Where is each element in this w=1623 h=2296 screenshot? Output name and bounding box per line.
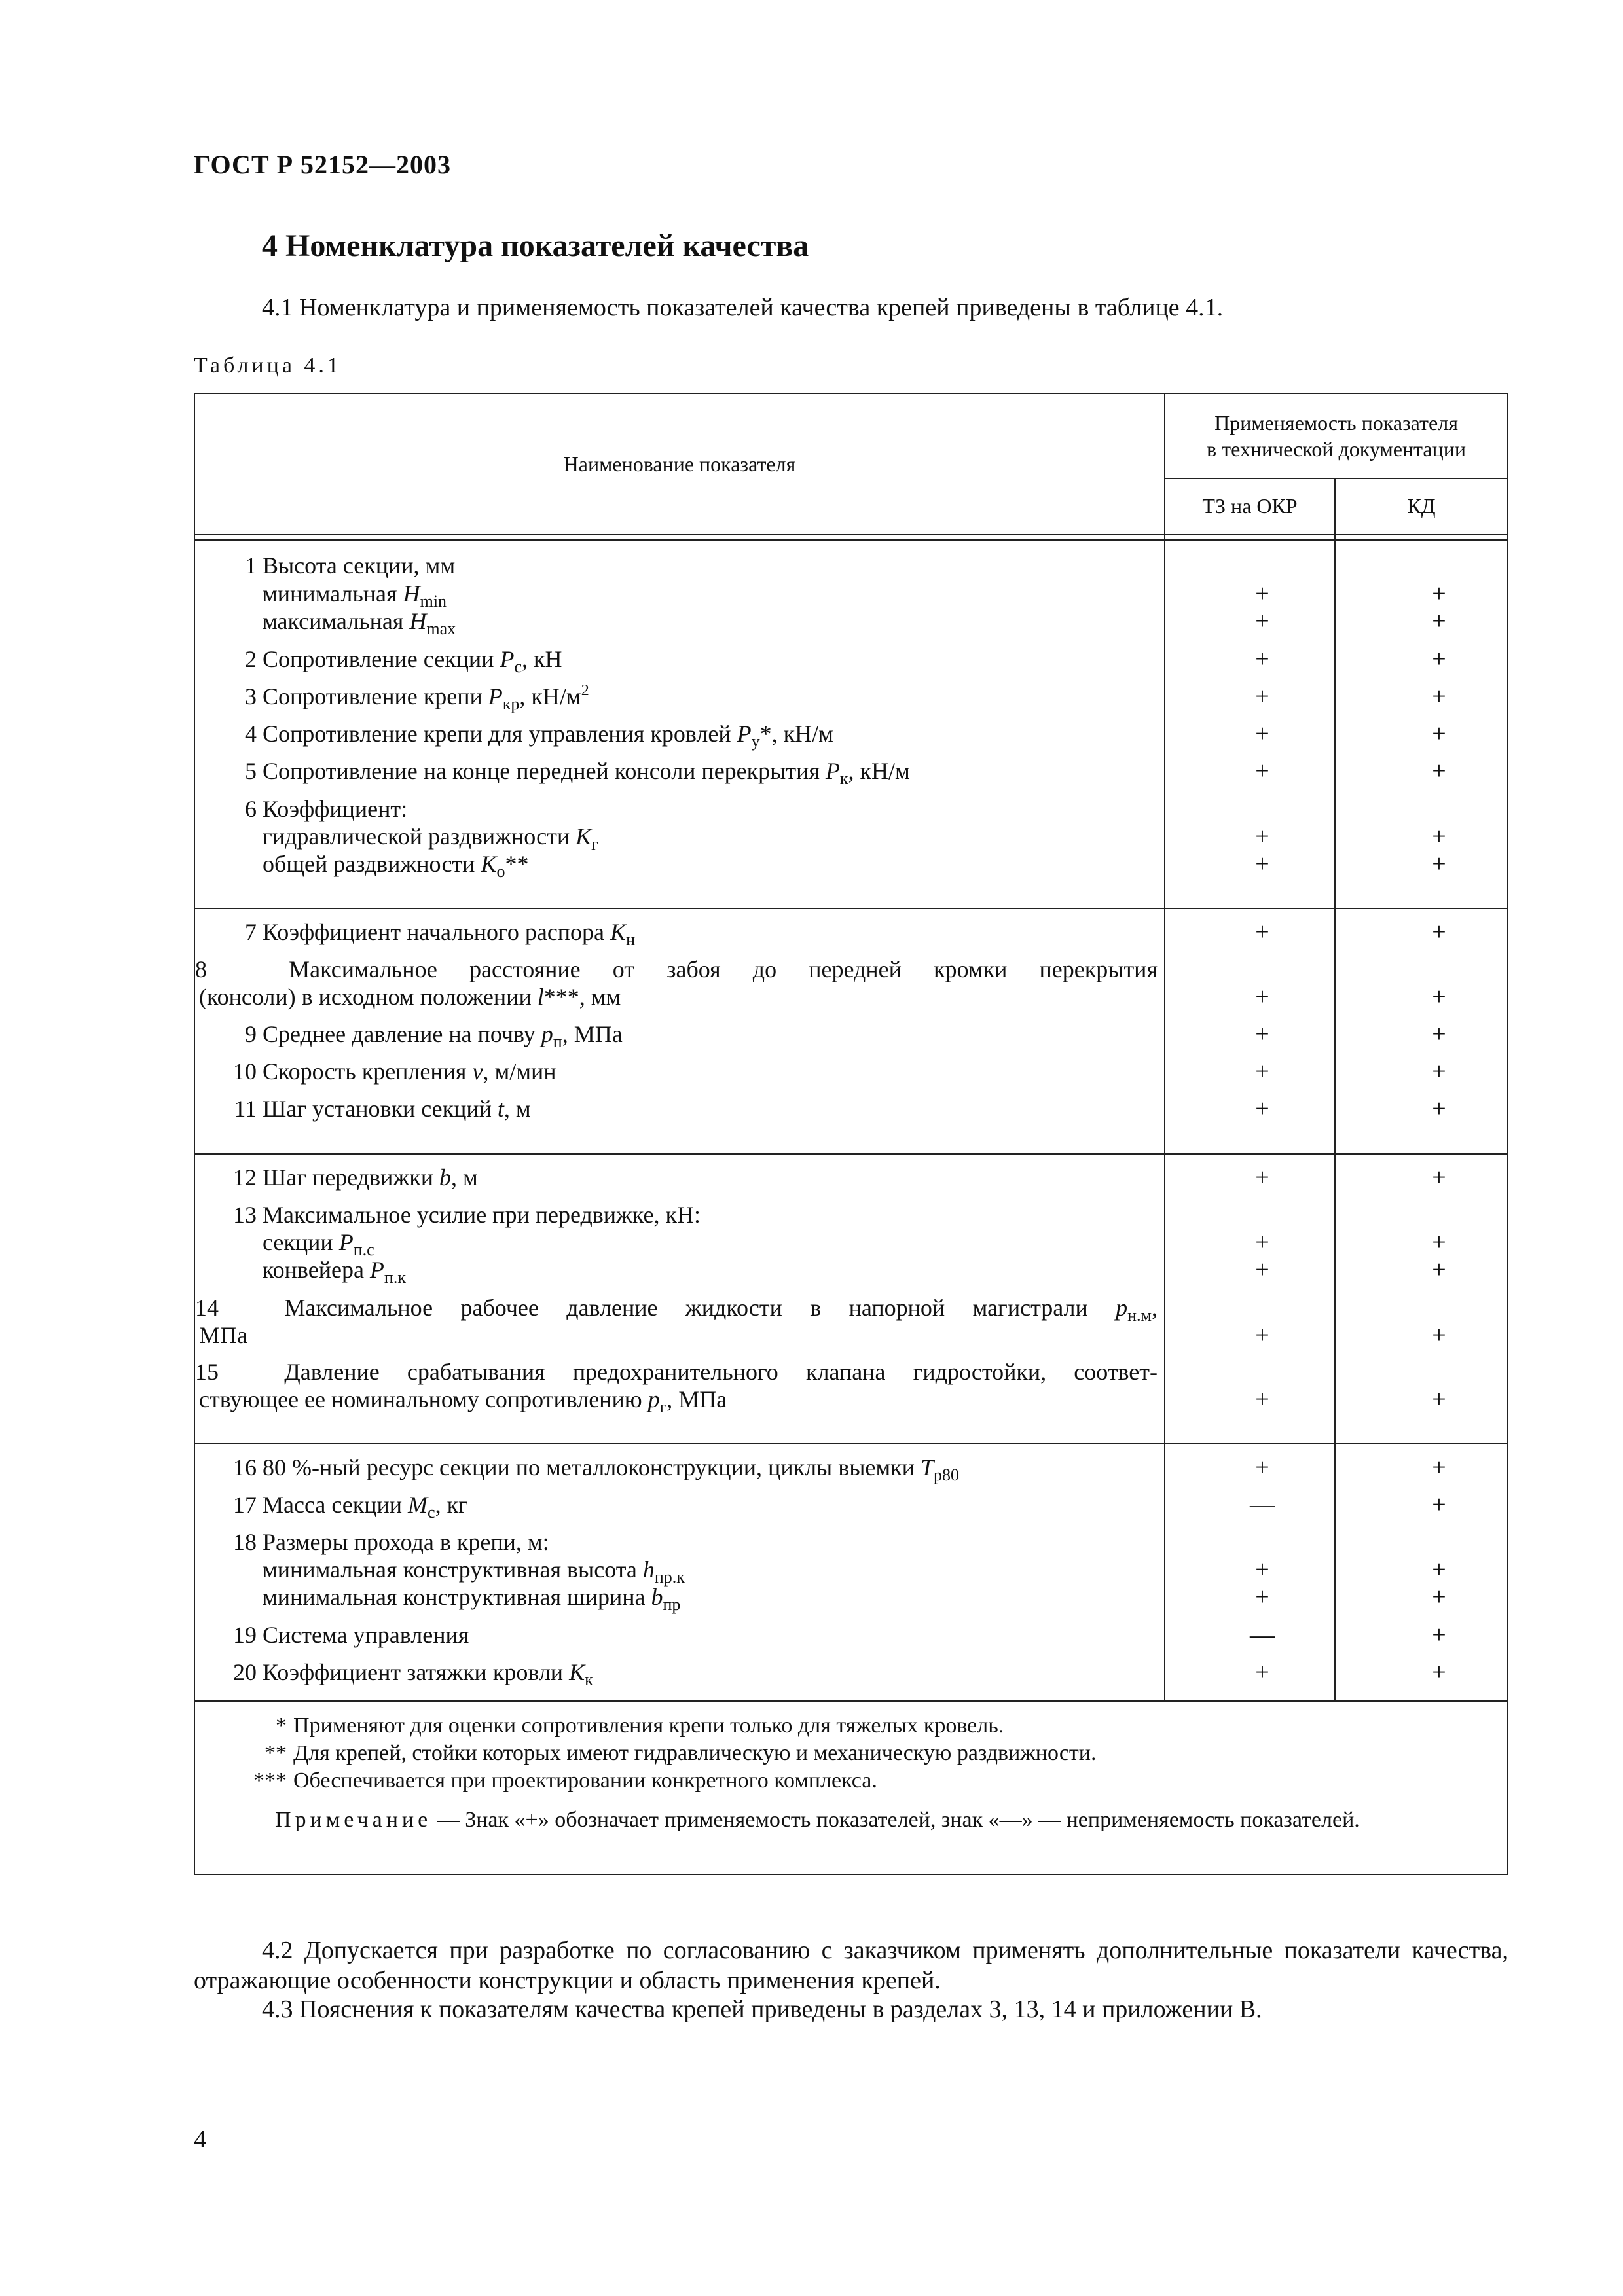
tz-mark: + <box>1255 823 1269 850</box>
table-row: 12 Шаг передвижки b, м <box>233 1164 478 1191</box>
header-tz-okr: ТЗ на ОКР <box>1202 494 1298 518</box>
tz-mark: + <box>1255 918 1269 946</box>
table-row-continuation: ствующее ее номинальному сопротивлению $p_г$, МПа <box>199 1386 727 1416</box>
table-row: 7 Коэффициент начального распора $K_н$ <box>245 919 635 949</box>
table-row: 4 Сопротивление крепи для управления кровлей $P_у*$, кН/м <box>245 721 833 751</box>
paragraph-4-3: 4.3 Пояснения к показателям качества крепей приведены в разделах 3, 13, 14 и приложении В. <box>262 1996 1262 2023</box>
kd-mark: + <box>1432 918 1446 946</box>
table-row: секции $P_{п.с}$ <box>263 1229 374 1259</box>
kd-mark: + <box>1432 1164 1446 1191</box>
kd-mark: + <box>1432 823 1446 850</box>
table-row: 20 Коэффициент затяжки кровли $K_к$ <box>233 1659 593 1689</box>
tz-mark: + <box>1255 580 1269 607</box>
kd-mark: + <box>1432 1621 1446 1649</box>
tz-mark: + <box>1255 1659 1269 1686</box>
table-row: 3 Сопротивление крепи $P_{кр}$, $кН/м^2$ <box>245 682 589 713</box>
kd-mark: + <box>1432 1095 1446 1122</box>
header-indicator-name: Наименование показателя <box>563 452 796 476</box>
table-row: 8 Максимальное расстояние от забоя до передней кромки перекрытия <box>195 956 1158 982</box>
kd-mark: + <box>1432 1454 1446 1481</box>
footnote: ** Для крепей, стойки которых имеют гидравлическую и механическую раздвижности. <box>264 1741 1097 1765</box>
table-row: гидравлической раздвижности $K_г$ <box>263 823 598 853</box>
tz-mark: + <box>1255 1164 1269 1191</box>
kd-mark: + <box>1432 1583 1446 1611</box>
footnote: * Применяют для оценки сопротивления крепи только для тяжелых кровель. <box>276 1713 1004 1738</box>
table-row: 17 Масса секции $M_с$, кг <box>233 1492 468 1522</box>
tz-mark: + <box>1255 1095 1269 1122</box>
kd-mark: + <box>1432 757 1446 785</box>
group-divider-1 <box>195 908 1507 909</box>
header-applicability-line1: Применяемость показателя <box>1214 411 1458 435</box>
tz-mark: + <box>1255 683 1269 710</box>
kd-mark: + <box>1432 720 1446 747</box>
header-bottom-border-double <box>195 539 1507 541</box>
table-row: максимальная $H_{max}$ <box>263 608 456 638</box>
quality-indicators-table <box>194 393 1508 1875</box>
footnote-divider <box>195 1700 1507 1702</box>
paragraph-4-1: 4.1 Номенклатура и применяемость показателей качества крепей приведены в таблице 4.1. <box>262 294 1224 321</box>
table-caption: Таблица 4.1 <box>194 353 342 378</box>
tz-mark: + <box>1255 1058 1269 1085</box>
table-row: 16 80 %-ный ресурс секции по металлоконструкции, циклы выемки $T_{р80}$ <box>233 1454 959 1484</box>
paragraph-4-2: 4.2 Допускается при разработке по согласованию с заказчиком применять дополнительные показатели качества, отражающие особенности конструкции и область применения крепей. <box>194 1937 1508 1994</box>
table-row: 6 Коэффициент: <box>245 796 408 822</box>
document-header: ГОСТ Р 52152—2003 <box>194 150 452 179</box>
table-row: 5 Сопротивление на конце передней консоли перекрытия $P_к$, кН/м <box>245 758 910 788</box>
tz-mark: + <box>1255 1256 1269 1283</box>
table-row-continuation: (консоли) в исходном положении l***, мм <box>199 984 621 1010</box>
kd-mark: + <box>1432 1386 1446 1413</box>
tz-mark: + <box>1255 1556 1269 1583</box>
table-row: 11 Шаг установки секций t, м <box>234 1096 531 1122</box>
kd-mark: + <box>1432 580 1446 607</box>
tz-mark: — <box>1250 1621 1275 1649</box>
header-subdivider <box>1164 478 1507 479</box>
kd-mark: + <box>1432 1256 1446 1283</box>
tz-mark: + <box>1255 850 1269 878</box>
header-kd: КД <box>1407 494 1436 518</box>
header-bottom-border <box>195 534 1507 535</box>
kd-mark: + <box>1432 1491 1446 1518</box>
table-row: 13 Максимальное усилие при передвижке, кН: <box>233 1202 701 1228</box>
table-row-continuation: МПа <box>199 1322 247 1348</box>
kd-mark: + <box>1432 1229 1446 1256</box>
table-row: 9 Среднее давление на почву $p_п$, МПа <box>245 1021 623 1051</box>
table-row: минимальная конструктивная высота $h_{пр.к}$ <box>263 1556 685 1587</box>
tz-mark: — <box>1250 1491 1275 1518</box>
tz-mark: + <box>1255 1321 1269 1349</box>
kd-mark: + <box>1432 1321 1446 1349</box>
tz-mark: + <box>1255 607 1269 635</box>
kd-mark: + <box>1432 1020 1446 1048</box>
kd-mark: + <box>1432 607 1446 635</box>
kd-mark: + <box>1432 1556 1446 1583</box>
tz-mark: + <box>1255 1229 1269 1256</box>
column-divider-tz-kd <box>1334 478 1336 1702</box>
kd-mark: + <box>1432 850 1446 878</box>
note-lead: Примечание <box>275 1808 432 1832</box>
table-row: 18 Размеры прохода в крепи, м: <box>233 1529 549 1555</box>
tz-mark: + <box>1255 1386 1269 1413</box>
tz-mark: + <box>1255 983 1269 1011</box>
tz-mark: + <box>1255 1583 1269 1611</box>
page-number: 4 <box>194 2126 206 2153</box>
table-row: минимальная $H_{min}$ <box>263 581 447 611</box>
kd-mark: + <box>1432 1058 1446 1085</box>
tz-mark: + <box>1255 757 1269 785</box>
tz-mark: + <box>1255 645 1269 673</box>
footnote: *** Обеспечивается при проектировании конкретного комплекса. <box>253 1768 877 1793</box>
table-note <box>195 1806 1507 1834</box>
table-row: минимальная конструктивная ширина $b_{пр}$ <box>263 1584 681 1614</box>
kd-mark: + <box>1432 645 1446 673</box>
kd-mark: + <box>1432 683 1446 710</box>
tz-mark: + <box>1255 1020 1269 1048</box>
table-row: 15 Давление срабатывания предохранительного клапана гидростойки, соответ- <box>195 1359 1158 1385</box>
table-row: 2 Сопротивление секции $P_с$, кН <box>245 646 562 676</box>
table-row: общей раздвижности $K_о**$ <box>263 851 529 881</box>
header-applicability-line2: в технической документации <box>1207 437 1466 461</box>
note-text: — Знак «+» обозначает применяемость показателей, знак «—» — неприменяемость показателей. <box>437 1808 1360 1832</box>
kd-mark: + <box>1432 983 1446 1011</box>
table-row: 14 Максимальное рабочее давление жидкости в напорной магистрали $p_{н.м}$, <box>195 1295 1158 1325</box>
section-title: 4 Номенклатура показателей качества <box>262 228 809 263</box>
column-divider-name <box>1164 394 1165 1702</box>
table-row: 10 Скорость крепления v, м/мин <box>233 1058 556 1085</box>
group-divider-3 <box>195 1443 1507 1444</box>
group-divider-2 <box>195 1153 1507 1155</box>
table-row: 19 Система управления <box>233 1622 469 1648</box>
tz-mark: + <box>1255 720 1269 747</box>
table-row: 1 Высота секции, мм <box>245 552 456 579</box>
kd-mark: + <box>1432 1659 1446 1686</box>
table-row: конвейера $P_{п.к}$ <box>263 1257 406 1287</box>
tz-mark: + <box>1255 1454 1269 1481</box>
